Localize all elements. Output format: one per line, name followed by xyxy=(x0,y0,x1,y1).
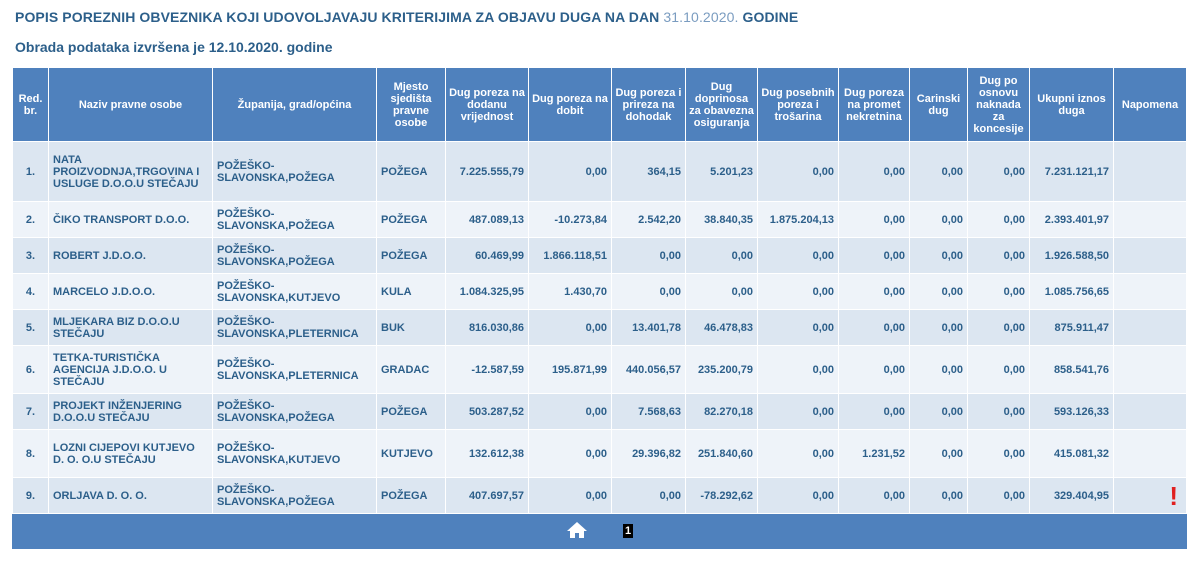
cell-vat: 60.469,99 xyxy=(446,238,529,274)
cell-note xyxy=(1114,238,1187,274)
cell-location: POŽEGA xyxy=(377,394,446,430)
cell-contributions: 235.200,79 xyxy=(686,346,758,394)
cell-contributions: 46.478,83 xyxy=(686,310,758,346)
column-header-location: Mjesto sjedišta pravne osobe xyxy=(377,68,446,142)
cell-customs: 0,00 xyxy=(910,478,968,514)
cell-concessions: 0,00 xyxy=(968,142,1030,202)
cell-concessions: 0,00 xyxy=(968,430,1030,478)
cell-real-estate: 0,00 xyxy=(839,238,910,274)
column-header-total: Ukupni iznos duga xyxy=(1030,68,1114,142)
cell-real-estate: 0,00 xyxy=(839,310,910,346)
cell-total: 2.393.401,97 xyxy=(1030,202,1114,238)
cell-concessions: 0,00 xyxy=(968,310,1030,346)
cell-income-tax: 0,00 xyxy=(612,478,686,514)
warning-exclamation-icon[interactable]: ! xyxy=(1169,480,1178,511)
cell-note xyxy=(1114,394,1187,430)
cell-county: POŽEŠKO-SLAVONSKA,POŽEGA xyxy=(213,202,377,238)
cell-profit-tax: 0,00 xyxy=(529,478,612,514)
cell-location: POŽEGA xyxy=(377,478,446,514)
cell-note[interactable] xyxy=(1114,478,1187,514)
cell-excise: 0,00 xyxy=(758,142,839,202)
processing-date-note: Obrada podataka izvršena je 12.10.2020. godine xyxy=(15,39,333,55)
cell-excise: 0,00 xyxy=(758,274,839,310)
cell-location: POŽEGA xyxy=(377,142,446,202)
cell-real-estate: 1.231,52 xyxy=(839,430,910,478)
cell-name: NATA PROIZVODNJA,TRGOVINA I USLUGE D.O.O.U STEČAJU xyxy=(49,142,213,202)
cell-name: ROBERT J.D.O.O. xyxy=(49,238,213,274)
tax-debtors-table xyxy=(12,67,1187,549)
cell-profit-tax: 0,00 xyxy=(529,142,612,202)
cell-contributions: 0,00 xyxy=(686,274,758,310)
cell-county: POŽEŠKO-SLAVONSKA,PLETERNICA xyxy=(213,310,377,346)
cell-total: 1.085.756,65 xyxy=(1030,274,1114,310)
cell-excise: 0,00 xyxy=(758,430,839,478)
cell-excise: 0,00 xyxy=(758,238,839,274)
cell-rb: 3. xyxy=(13,238,49,274)
column-header-concessions: Dug po osnovu naknada za koncesije xyxy=(968,68,1030,142)
cell-real-estate: 0,00 xyxy=(839,394,910,430)
cell-customs: 0,00 xyxy=(910,430,968,478)
column-header-rb: Red. br. xyxy=(13,68,49,142)
cell-total: 1.926.588,50 xyxy=(1030,238,1114,274)
page-number-current[interactable]: 1 xyxy=(624,525,632,537)
cell-note xyxy=(1114,346,1187,394)
cell-county: POŽEŠKO-SLAVONSKA,POŽEGA xyxy=(213,394,377,430)
cell-contributions: 38.840,35 xyxy=(686,202,758,238)
cell-county: POŽEŠKO-SLAVONSKA,PLETERNICA xyxy=(213,346,377,394)
cell-county: POŽEŠKO-SLAVONSKA,POŽEGA xyxy=(213,142,377,202)
cell-location: KULA xyxy=(377,274,446,310)
cell-total: 7.231.121,17 xyxy=(1030,142,1114,202)
cell-customs: 0,00 xyxy=(910,274,968,310)
cell-rb: 5. xyxy=(13,310,49,346)
column-header-note: Napomena xyxy=(1114,68,1187,142)
cell-income-tax: 0,00 xyxy=(612,238,686,274)
cell-excise: 0,00 xyxy=(758,478,839,514)
cell-vat: 132.612,38 xyxy=(446,430,529,478)
cell-county: POŽEŠKO-SLAVONSKA,KUTJEVO xyxy=(213,430,377,478)
table-row xyxy=(13,310,1187,346)
page-title xyxy=(15,9,798,25)
cell-vat: 1.084.325,95 xyxy=(446,274,529,310)
cell-profit-tax: 0,00 xyxy=(529,394,612,430)
table-row xyxy=(13,202,1187,238)
cell-excise: 0,00 xyxy=(758,310,839,346)
cell-contributions: 251.840,60 xyxy=(686,430,758,478)
cell-real-estate: 0,00 xyxy=(839,142,910,202)
cell-location: GRADAC xyxy=(377,346,446,394)
cell-profit-tax: 0,00 xyxy=(529,310,612,346)
cell-vat: 503.287,52 xyxy=(446,394,529,430)
column-header-vat: Dug poreza na dodanu vrijednost xyxy=(446,68,529,142)
cell-location: BUK xyxy=(377,310,446,346)
cell-total: 593.126,33 xyxy=(1030,394,1114,430)
cell-concessions: 0,00 xyxy=(968,274,1030,310)
table-row xyxy=(13,346,1187,394)
cell-real-estate: 0,00 xyxy=(839,478,910,514)
cell-concessions: 0,00 xyxy=(968,394,1030,430)
cell-excise: 0,00 xyxy=(758,394,839,430)
cell-profit-tax: -10.273,84 xyxy=(529,202,612,238)
cell-profit-tax: 195.871,99 xyxy=(529,346,612,394)
cell-name: TETKA-TURISTIČKA AGENCIJA J.D.O.O. U STEČAJU xyxy=(49,346,213,394)
cell-concessions: 0,00 xyxy=(968,346,1030,394)
cell-rb: 2. xyxy=(13,202,49,238)
table-row xyxy=(13,274,1187,310)
cell-total: 875.911,47 xyxy=(1030,310,1114,346)
cell-profit-tax: 1.430,70 xyxy=(529,274,612,310)
cell-income-tax: 7.568,63 xyxy=(612,394,686,430)
cell-name: MARCELO J.D.O.O. xyxy=(49,274,213,310)
cell-name: LOZNI CIJEPOVI KUTJEVO D. O. O.U STEČAJU xyxy=(49,430,213,478)
cell-name: ČIKO TRANSPORT D.O.O. xyxy=(49,202,213,238)
column-header-customs: Carinski dug xyxy=(910,68,968,142)
cell-county: POŽEŠKO-SLAVONSKA,POŽEGA xyxy=(213,238,377,274)
cell-vat: -12.587,59 xyxy=(446,346,529,394)
cell-note xyxy=(1114,310,1187,346)
cell-income-tax: 364,15 xyxy=(612,142,686,202)
cell-income-tax: 29.396,82 xyxy=(612,430,686,478)
cell-total: 415.081,32 xyxy=(1030,430,1114,478)
cell-vat: 816.030,86 xyxy=(446,310,529,346)
table-row xyxy=(13,430,1187,478)
cell-customs: 0,00 xyxy=(910,394,968,430)
cell-income-tax: 0,00 xyxy=(612,274,686,310)
cell-concessions: 0,00 xyxy=(968,478,1030,514)
cell-concessions: 0,00 xyxy=(968,238,1030,274)
cell-vat: 487.089,13 xyxy=(446,202,529,238)
column-header-contributions: Dug doprinosa za obavezna osiguranja xyxy=(686,68,758,142)
cell-note xyxy=(1114,142,1187,202)
cell-customs: 0,00 xyxy=(910,142,968,202)
cell-real-estate: 0,00 xyxy=(839,202,910,238)
cell-name: PROJEKT INŽENJERING D.O.O.U STEČAJU xyxy=(49,394,213,430)
column-header-excise: Dug posebnih poreza i trošarina xyxy=(758,68,839,142)
cell-location: KUTJEVO xyxy=(377,430,446,478)
cell-excise: 1.875.204,13 xyxy=(758,202,839,238)
cell-contributions: -78.292,62 xyxy=(686,478,758,514)
table-row xyxy=(13,238,1187,274)
table-row xyxy=(13,394,1187,430)
cell-profit-tax: 1.866.118,51 xyxy=(529,238,612,274)
page-title-date: 31.10.2020. xyxy=(663,9,739,25)
cell-customs: 0,00 xyxy=(910,310,968,346)
cell-county: POŽEŠKO-SLAVONSKA,POŽEGA xyxy=(213,478,377,514)
cell-rb: 4. xyxy=(13,274,49,310)
column-header-county: Županija, grad/općina xyxy=(213,68,377,142)
cell-concessions: 0,00 xyxy=(968,202,1030,238)
cell-contributions: 5.201,23 xyxy=(686,142,758,202)
cell-customs: 0,00 xyxy=(910,202,968,238)
home-icon[interactable] xyxy=(566,521,588,542)
cell-rb: 6. xyxy=(13,346,49,394)
cell-income-tax: 440.056,57 xyxy=(612,346,686,394)
cell-location: POŽEGA xyxy=(377,238,446,274)
cell-customs: 0,00 xyxy=(910,346,968,394)
table-header-row xyxy=(13,68,1187,142)
cell-real-estate: 0,00 xyxy=(839,274,910,310)
column-header-real-estate: Dug poreza na promet nekretnina xyxy=(839,68,910,142)
page-title-text: POPIS POREZNIH OBVEZNIKA KOJI UDOVOLJAVAJU KRITERIJIMA ZA OBJAVU DUGA NA DAN xyxy=(15,9,660,25)
page-title-suffix: GODINE xyxy=(742,9,799,25)
cell-vat: 7.225.555,79 xyxy=(446,142,529,202)
cell-rb: 9. xyxy=(13,478,49,514)
cell-total: 329.404,95 xyxy=(1030,478,1114,514)
cell-note xyxy=(1114,202,1187,238)
cell-real-estate: 0,00 xyxy=(839,346,910,394)
column-header-income-tax: Dug poreza i prireza na dohodak xyxy=(612,68,686,142)
cell-rb: 1. xyxy=(13,142,49,202)
cell-rb: 7. xyxy=(13,394,49,430)
cell-name: ORLJAVA D. O. O. xyxy=(49,478,213,514)
cell-customs: 0,00 xyxy=(910,238,968,274)
cell-contributions: 82.270,18 xyxy=(686,394,758,430)
pagination-bar xyxy=(13,514,1187,549)
column-header-name: Naziv pravne osobe xyxy=(49,68,213,142)
cell-location: POŽEGA xyxy=(377,202,446,238)
cell-name: MLJEKARA BIZ D.O.O.U STEČAJU xyxy=(49,310,213,346)
cell-profit-tax: 0,00 xyxy=(529,430,612,478)
table-row xyxy=(13,142,1187,202)
cell-note xyxy=(1114,274,1187,310)
cell-vat: 407.697,57 xyxy=(446,478,529,514)
cell-county: POŽEŠKO-SLAVONSKA,KUTJEVO xyxy=(213,274,377,310)
pagination-cell xyxy=(13,514,1187,549)
cell-income-tax: 13.401,78 xyxy=(612,310,686,346)
cell-contributions: 0,00 xyxy=(686,238,758,274)
cell-rb: 8. xyxy=(13,430,49,478)
cell-income-tax: 2.542,20 xyxy=(612,202,686,238)
cell-note xyxy=(1114,430,1187,478)
table-row xyxy=(13,478,1187,514)
column-header-profit-tax: Dug poreza na dobit xyxy=(529,68,612,142)
cell-excise: 0,00 xyxy=(758,346,839,394)
cell-total: 858.541,76 xyxy=(1030,346,1114,394)
